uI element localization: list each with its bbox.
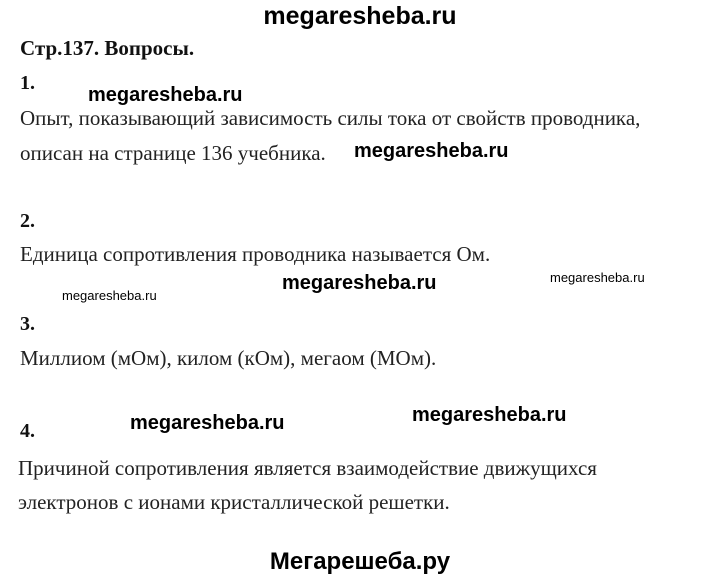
question-4-number: 4. — [20, 420, 35, 442]
site-brand-bottom[interactable]: Мегарешеба.ру — [269, 548, 451, 575]
question-1-number: 1. — [20, 72, 35, 94]
site-brand-top[interactable]: megaresheba.ru — [263, 2, 457, 30]
page-title: Стр.137. Вопросы. — [20, 36, 195, 60]
watermark-4: megaresheba.ru — [130, 412, 285, 434]
question-2-answer: Единица сопротивления проводника называется Ом. — [20, 242, 491, 266]
question-1-answer-line-2: описан на странице 136 учебника. — [20, 141, 326, 165]
question-3-answer: Миллиом (мОм), килом (кОм), мегаом (МОм). — [20, 346, 437, 370]
watermark-3: megaresheba.ru — [282, 272, 437, 294]
question-4-answer-line-2: электронов с ионами кристаллической решетки. — [18, 490, 450, 514]
watermark-2: megaresheba.ru — [354, 140, 509, 162]
question-4-answer-line-1: Причиной сопротивления является взаимодействие движущихся — [18, 456, 597, 480]
question-2-number: 2. — [20, 210, 35, 232]
watermark-1: megaresheba.ru — [88, 84, 243, 106]
question-1-answer-line-1: Опыт, показывающий зависимость силы тока от свойств проводника, — [20, 106, 641, 130]
question-3-number: 3. — [20, 313, 35, 335]
watermark-small-1: megaresheba.ru — [550, 270, 645, 285]
watermark-5: megaresheba.ru — [412, 404, 567, 426]
watermark-small-2: megaresheba.ru — [62, 288, 157, 303]
